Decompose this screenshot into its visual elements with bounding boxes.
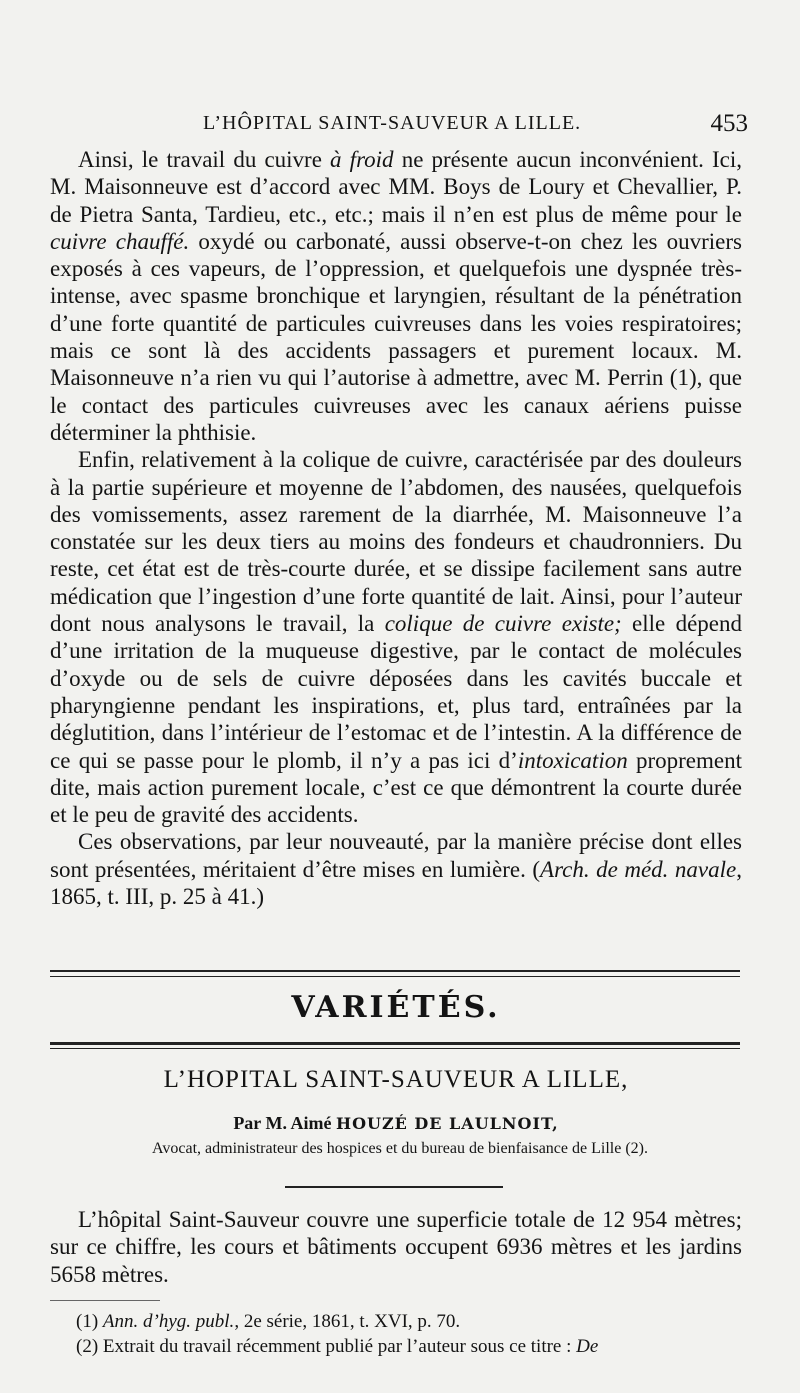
author-affiliation: Avocat, administrateur des hospices et du bureau de bienfaisance de Lille (2). (152, 1140, 648, 1157)
section-divider-bottom (50, 1042, 740, 1049)
intro-paragraph: L’hôpital Saint-Sauveur couvre une superficie totale de 12 954 mètres; sur ce chiffre, les cours et bâtiments occupent 6936 mètres et les jardins 5658 mètres. (50, 1207, 742, 1287)
footnotes (76, 1309, 748, 1359)
article-title: L’HOPITAL SAINT-SAUVEUR A LILLE, (163, 1066, 629, 1093)
body-text (50, 146, 742, 910)
byline-author: HOUZÉ DE LAULNOIT, (335, 1114, 559, 1133)
section-title: VARIÉTÉS. (291, 990, 501, 1025)
page-header (48, 112, 748, 142)
running-title: L’HÔPITAL SAINT-SAUVEUR A LILLE. (203, 112, 582, 134)
byline-prefix: Par M. Aimé (233, 1113, 332, 1133)
footnote-1: (1) Ann. d’hyg. publ., 2e série, 1861, t. XVI, p. 70. (76, 1311, 461, 1332)
paragraph-observations: Ces observations, par leur nouveauté, par la manière précise dont elles sont présentées, méritaient d’être mises en lumière. (Arch. de méd. navale, 1865, t. III, p. 25 à 41.) (50, 829, 742, 910)
footnote-2: (2) Extrait du travail récemment publié par l’auteur sous ce titre : De (76, 1336, 599, 1357)
byline (50, 1113, 742, 1134)
page-number: 453 (710, 110, 748, 137)
article-intro (50, 1206, 742, 1288)
paragraph-copper-cold-work: Ainsi, le travail du cuivre à froid ne présente aucun inconvénient. Ici, M. Maisonneuve est d’accord avec MM. Boys de Loury et Chevallier, P. de Pietra Santa, Tardieu, etc., etc.; mais il n’en est plus de même pour le cuivre chauffé. oxydé ou carbonaté, aussi observe-t-on chez les ouvriers exposés à ces vapeurs, de l’oppression, et quelquefois une dyspnée très-intense, avec spasme bronchique et laryngien, résultant de la pénétration d’une forte quantité de particules cuivreuses dans les voies respiratoires; mais ce sont là des accidents passagers et purement locaux. M. Maisonneuve n’a rien vu qui l’autorise à admettre, avec M. Perrin (1), que le contact des particules cuivreuses avec les canaux aériens puisse déterminer la phthisie. (50, 147, 743, 445)
title-rule (285, 1186, 503, 1188)
paragraph-copper-colic: Enfin, relativement à la colique de cuivre, caractérisée par des douleurs à la partie supérieure et moyenne de l’abdomen, des nausées, quelquefois des vomissements, assez rarement de la diarrhée, M. Maisonneuve l’a constatée sur les deux tiers au moins des fondeurs et chaudronniers. Du reste, cet état est de très-courte durée, et se dissipe facilement sans autre médication que l’ingestion d’une forte quantité de lait. Ainsi, pour l’auteur dont nous analysons le travail, la colique de cuivre existe; elle dépend d’une irritation de la muqueuse digestive, par le contact de molécules d’oxyde ou de sels de cuivre déposées dans les cavités buccale et pharyngienne pendant les inspirations, et, plus tard, entraînées par la déglutition, dans l’intérieur de l’estomac et de l’intestin. A la différence de ce qui se passe pour le plomb, il n’y a pas ici d’intoxication proprement dite, mais action purement locale, c’est ce que démontrent la courte durée et le peu de gravité des accidents. (50, 447, 743, 828)
footnote-rule (50, 1300, 160, 1301)
section-divider-top (50, 970, 740, 977)
